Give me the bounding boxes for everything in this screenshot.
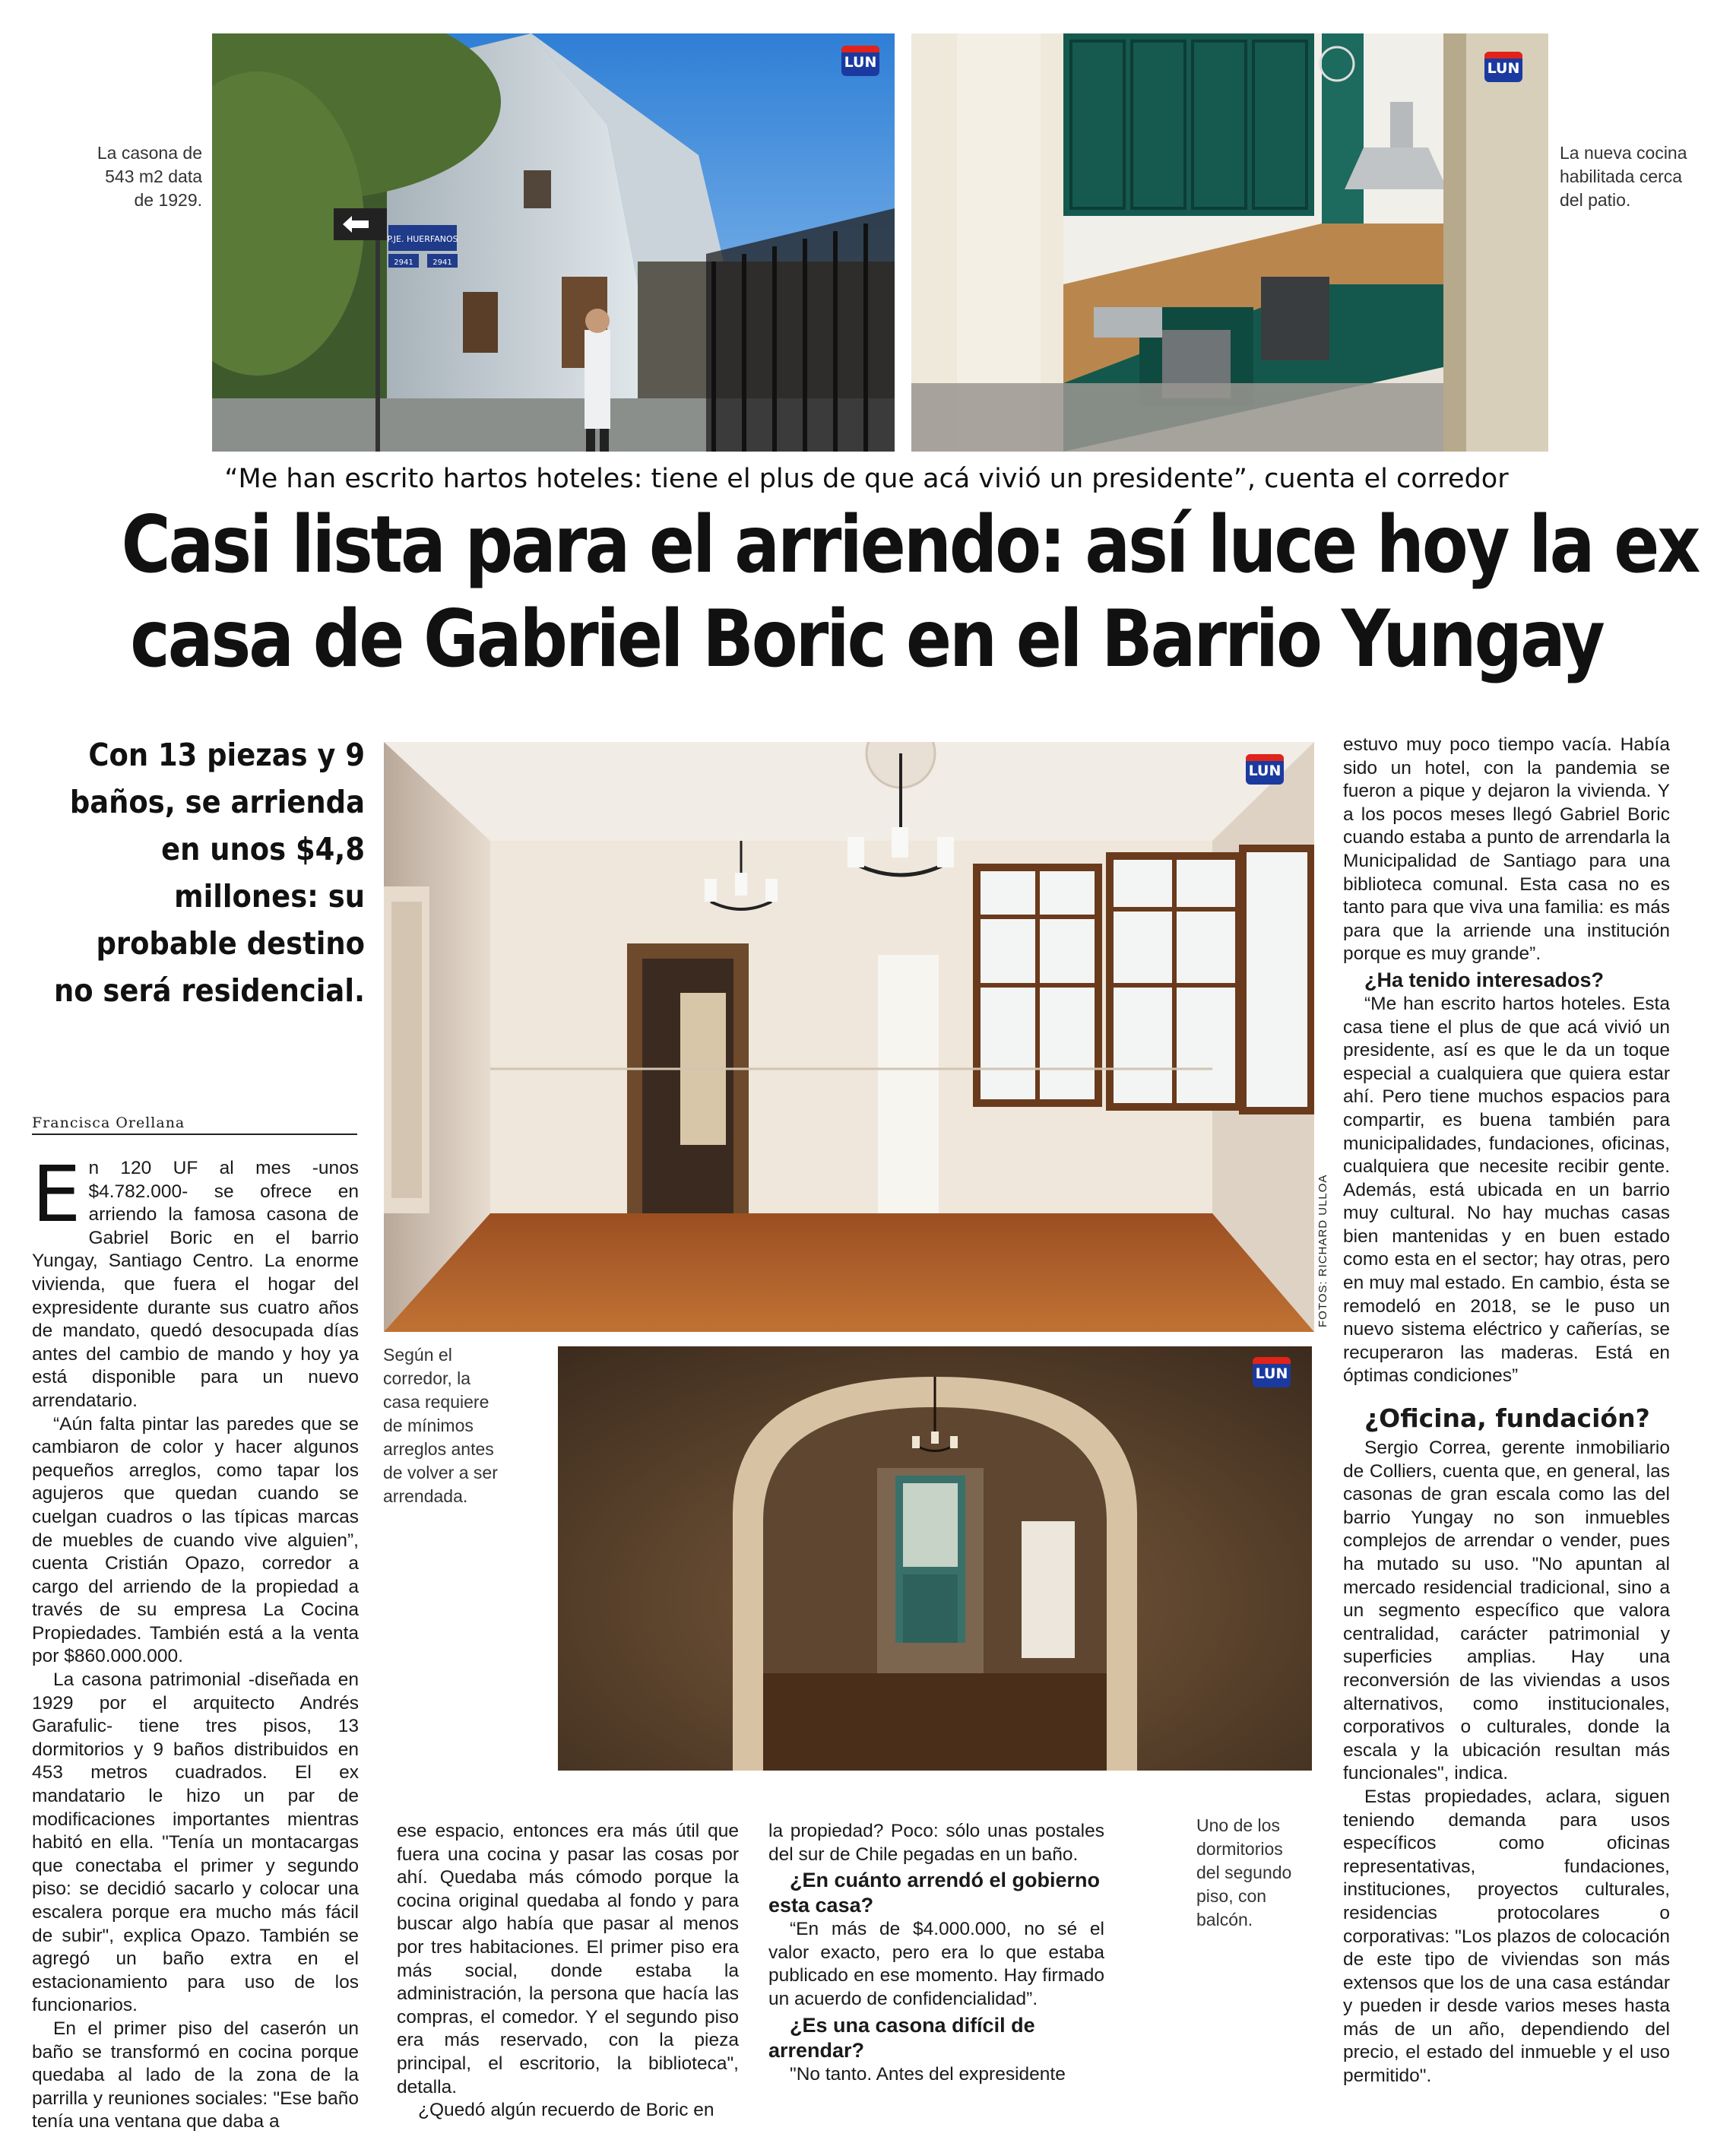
deck: Con 13 piezas y 9 baños, se arrienda en unos $4,8 millones: su probable destino no será residencial. bbox=[53, 737, 366, 1009]
lun-logo: LUN bbox=[1246, 754, 1284, 785]
caption-house: La casona de 543 m2 data de 1929. bbox=[97, 143, 202, 210]
photo-house-exterior bbox=[212, 33, 895, 452]
caption-kitchen: La nueva cocina habilitada cerca del patio. bbox=[1560, 143, 1687, 210]
paragraph: En 120 UF al mes -unos $4.782.000- se ofrece en arriendo la famosa casona de Gabriel Boric en el barrio Yungay, Santiago Centro. La enorme vivienda, que fuera el hogar del expresidente durante sus cuatro años de mandato, quedó desocupada días antes del cambio de mando y hoy ya está disponible para un nuevo arrendatario. bbox=[32, 1149, 359, 1411]
svg-text:2941: 2941 bbox=[432, 258, 452, 267]
article-column-1 bbox=[32, 1149, 359, 2134]
article-column-2 bbox=[397, 1820, 739, 2123]
paragraph: La casona patrimonial -diseñada en 1929 por el arquitecto Andrés Garafulic- tiene tres pisos, 13 dormitorios y 9 baños distribuidos en 453 metros cuadrados. El ex mandatario le hizo un par de modificaciones importantes mientras habitó en ella. "Tenía un montacargas que conectaba el primer y segundo piso: se decidió sacarlo y colocar una escalera porque era mucho más fácil de subir", explica Opazo. También se agregó un baño extra en el estacionamiento para uso de los funcionarios. bbox=[32, 1669, 359, 2016]
photo-living-room bbox=[384, 742, 1314, 1332]
question: ¿Ha tenido interesados? bbox=[1364, 968, 1605, 991]
paragraph: "No tanto. Antes del expresidente bbox=[790, 2063, 1066, 2085]
article-column-4 bbox=[1343, 734, 1670, 2088]
photo-bedroom bbox=[558, 1346, 1312, 1771]
lun-logo: LUN bbox=[1253, 1357, 1291, 1387]
paragraph: ese espacio, entonces era más útil que fuera una cocina y pasar las cosas por ahí. Quedaba más cómodo porque la cocina original quedaba al fondo y para buscar algo había que pasar al menos por tres habitaciones. El primer piso era más social, donde estaba la administración, la persona que hacía las compras, el comedor. Y el segundo piso era más reservado, con la pieza principal, el escritorio, la biblioteca", detalla. bbox=[397, 1821, 739, 2097]
caption-living-room: Según el corredor, la casa requiere de mínimos arreglos antes de volver a ser arrendada. bbox=[383, 1345, 498, 1506]
lun-logo: LUN bbox=[1484, 52, 1522, 82]
paragraph: “Me han escrito hartos hoteles. Esta casa tiene el plus de que acá vivió un presidente, así es que le da un toque especial a cualquiera que quiera estar ahí. Pero tiene muchos espacios para compartir, es buena también para municipalidades, fundaciones, oficinas, cualquiera que necesite recibir gente. Además, está ubicada en un barrio muy cultural. No hay muchas casas bien mantenidas y en buen estado como esta en el sector; hay otras, pero en muy mal estado. En cambio, ésta se remodeló en 2018, se le puso un nuevo sistema eléctrico y cañerías, se recuperaron las maderas. Está en óptimas condiciones” bbox=[1343, 993, 1670, 1387]
question: ¿Es una casona difícil de arrendar? bbox=[768, 2013, 1035, 2062]
headline: Casi lista para el arriendo: así luce hoy la ex casa de Gabriel Boric en el Barrio Yungay bbox=[121, 499, 1699, 685]
photo-kitchen bbox=[911, 33, 1548, 452]
kicker: “Me han escrito hartos hoteles: tiene el plus de que acá vivió un presidente”, cuenta el corredor bbox=[224, 464, 1509, 494]
drop-cap: E bbox=[32, 1149, 81, 1240]
paragraph: la propiedad? Poco: sólo unas postales del sur de Chile pegadas en un baño. bbox=[768, 1821, 1104, 1865]
paragraph: “En más de $4.000.000, no sé el valor exacto, pero era lo que estaba publicado en ese momento. Hay firmado un acuerdo de confidencialidad”. bbox=[768, 1919, 1104, 2009]
photo-credit: FOTOS: RICHARD ULLOA bbox=[1316, 1174, 1329, 1327]
paragraph: En el primer piso del caserón un baño se transformó en cocina porque quedaba al lado de la zona de la parrilla y reuniones sociales: "Ese baño tenía una ventana que daba a bbox=[32, 2018, 359, 2132]
paragraph: ¿Quedó algún recuerdo de Boric en bbox=[418, 2100, 714, 2121]
caption-bedroom: Uno de los dormitorios del segundo piso, con balcón. bbox=[1196, 1815, 1292, 1929]
question: ¿En cuánto arrendó el gobierno esta casa? bbox=[768, 1869, 1101, 1917]
paragraph: Estas propiedades, aclara, siguen teniendo demanda para usos específicos como oficinas representativas, fundaciones, instituciones, proyectos culturales, residencias protocolares o corporativas: "Los plazos de colocación de este tipo de viviendas son más extensos que los de una casa estándar y pueden ir desde varios meses hasta más de un año, dependiendo del precio, el estado del inmueble y el uso permitido". bbox=[1343, 1786, 1670, 2087]
paragraph: estuvo muy poco tiempo vacía. Había sido un hotel, con la pandemia se fueron a pique y dejaron la vivienda. Y a los pocos meses llegó Gabriel Boric cuando estaba a punto de arrendarla la Municipalidad de Santiago para una biblioteca comunal. Esta casa no es tanto para que viva una familia: es más para que la arriende una institución porque es muy grande”. bbox=[1343, 734, 1670, 965]
article-column-3 bbox=[768, 1820, 1104, 2086]
lun-logo: LUN bbox=[841, 46, 879, 76]
svg-text:2941: 2941 bbox=[394, 258, 413, 267]
paragraph: “Aún falta pintar las paredes que se cambiaron de color y hacer algunos pequeños arreglos, como tapar los agujeros que quedan cuando se cuelgan cuadros o las típicas marcas de muebles de cuando vive alguien”, cuenta Cristián Opazo, corredor a cargo del arriendo de la propiedad a través de su empresa La Cocina Propiedades. También está a la venta por $860.000.000. bbox=[32, 1413, 359, 1667]
byline: Francisca Orellana bbox=[32, 1114, 357, 1135]
street-sign-text: P.JE. HUERFANOS bbox=[387, 234, 458, 244]
paragraph: Sergio Correa, gerente inmobiliario de Colliers, cuenta que, en general, las casonas de gran escala como las del barrio Yungay no son inmuebles complejos de arrendar o vender, pues ha mutado su uso. "No apuntan al mercado residencial tradicional, sino a un segmento específico que valora centralidad, carácter patrimonial y superficies amplias. Hay una reconversión de las viviendas a usos alternativos, como institucionales, corporativos o culturales, donde la escala y la ubicación resultan más funcionales", indica. bbox=[1343, 1438, 1670, 1784]
subheading: ¿Oficina, fundación? bbox=[1364, 1403, 1650, 1434]
